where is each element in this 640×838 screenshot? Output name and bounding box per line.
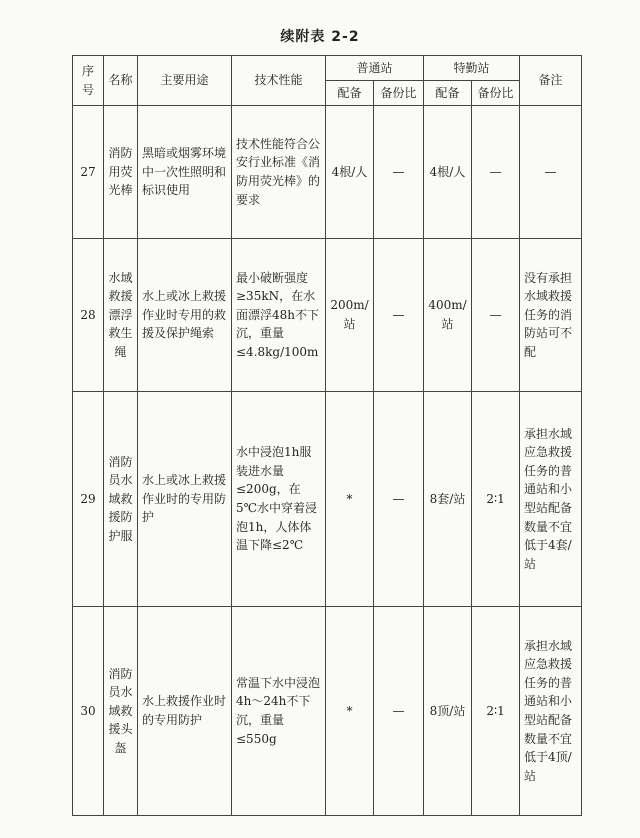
table-row [73,607,582,816]
cell-name: 消防员水域救援头盔 [104,607,138,816]
header-special-backup-ratio: 备份比 [472,81,520,106]
cell-name: 消防员水域救援防护服 [104,392,138,607]
table-row [73,392,582,607]
cell-normal-backup-ratio: — [374,392,424,607]
cell-remarks: 承担水域应急救援任务的普通站和小型站配备数量不宜低于4套/站 [520,392,582,607]
header-seq: 序号 [73,56,104,106]
cell-tech: 最小破断强度≥35kN，在水面漂浮48h不下沉，重量≤4.8kg/100m [232,239,326,392]
cell-special-backup-ratio: — [472,239,520,392]
cell-special-allocation: 4根/人 [424,106,472,239]
header-usage: 主要用途 [138,56,232,106]
cell-special-allocation: 8套/站 [424,392,472,607]
cell-seq: 28 [73,239,104,392]
header-row-1 [73,56,582,81]
cell-seq: 29 [73,392,104,607]
cell-tech: 水中浸泡1h服装进水量≤200g，在5℃水中穿着浸泡1h，人体体温下降≤2℃ [232,392,326,607]
cell-usage: 水上或冰上救援作业时专用的救援及保护绳索 [138,239,232,392]
cell-usage: 水上或冰上救援作业时的专用防护 [138,392,232,607]
table-row [73,106,582,239]
equipment-table [72,55,582,816]
header-special-allocation: 配备 [424,81,472,106]
header-normal-station: 普通站 [326,56,424,81]
cell-normal-allocation: 200m/站 [326,239,374,392]
cell-normal-backup-ratio: — [374,239,424,392]
cell-remarks: 承担水域应急救援任务的普通站和小型站配备数量不宜低于4顶/站 [520,607,582,816]
cell-special-backup-ratio: — [472,106,520,239]
header-remarks: 备注 [520,56,582,106]
cell-tech: 常温下水中浸泡4h～24h不下沉，重量≤550g [232,607,326,816]
cell-usage: 黑暗或烟雾环境中一次性照明和标识使用 [138,106,232,239]
header-normal-backup-ratio: 备份比 [374,81,424,106]
cell-name: 水域救援漂浮救生绳 [104,239,138,392]
header-name: 名称 [104,56,138,106]
cell-remarks: 没有承担水域救援任务的消防站可不配 [520,239,582,392]
cell-tech: 技术性能符合公安行业标准《消防用荧光棒》的要求 [232,106,326,239]
cell-special-backup-ratio: 2∶1 [472,392,520,607]
table-row [73,239,582,392]
header-special-station: 特勤站 [424,56,520,81]
cell-normal-backup-ratio: — [374,607,424,816]
cell-usage: 水上救援作业时的专用防护 [138,607,232,816]
cell-remarks: — [520,106,582,239]
cell-special-backup-ratio: 2∶1 [472,607,520,816]
header-tech: 技术性能 [232,56,326,106]
cell-seq: 27 [73,106,104,239]
header-normal-allocation: 配备 [326,81,374,106]
cell-name: 消防用荧光棒 [104,106,138,239]
table-title: 续附表 2-2 [280,29,360,45]
cell-normal-allocation: 4根/人 [326,106,374,239]
cell-special-allocation: 400m/站 [424,239,472,392]
cell-normal-allocation: * [326,392,374,607]
cell-normal-backup-ratio: — [374,106,424,239]
cell-normal-allocation: * [326,607,374,816]
cell-seq: 30 [73,607,104,816]
cell-special-allocation: 8顶/站 [424,607,472,816]
